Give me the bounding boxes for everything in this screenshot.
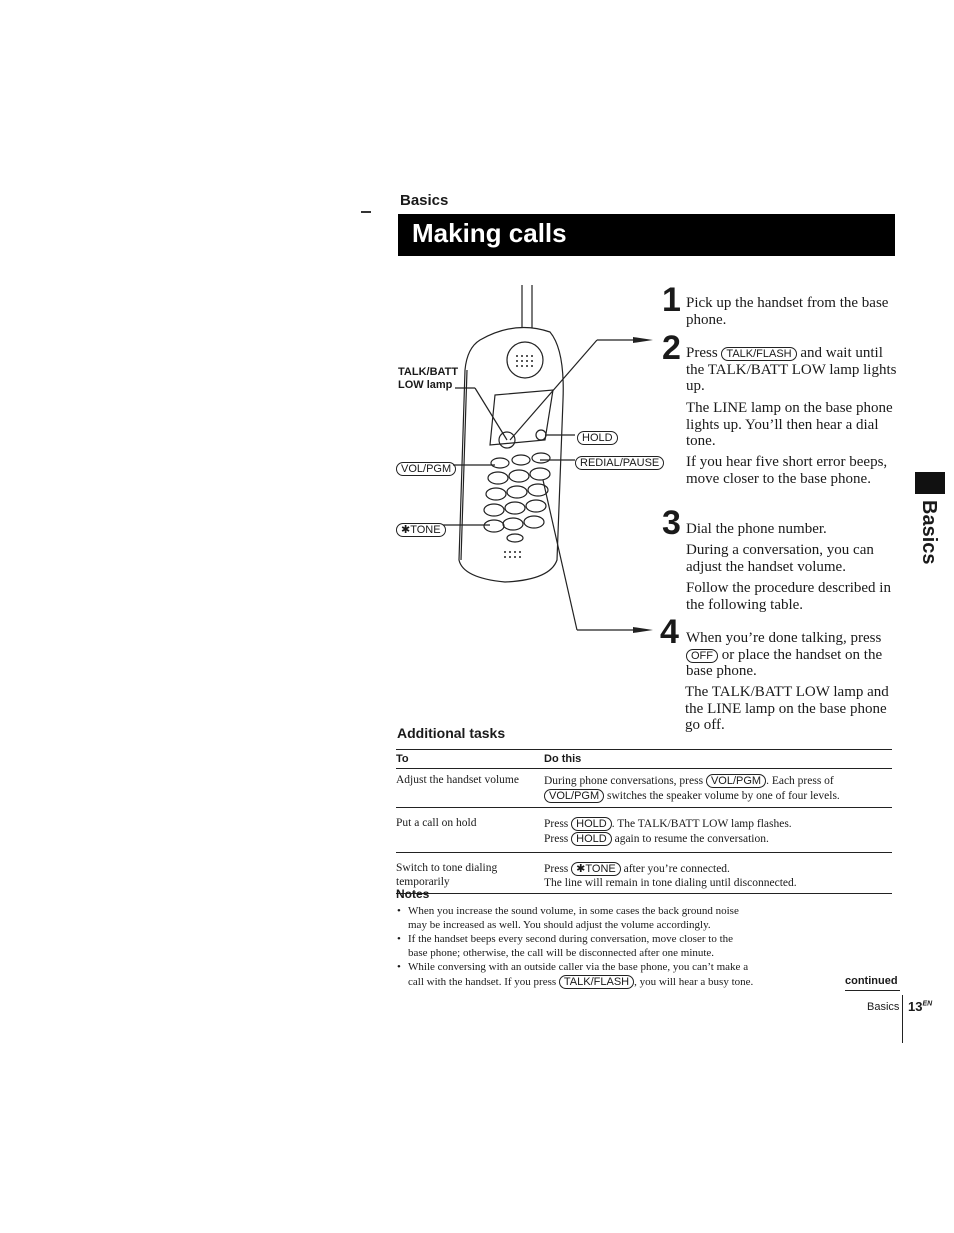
table-row: Adjust the handset volume During phone conversations, press VOL/PGM . Each press of VOL/PGM switches the speaker volume by one of four levels. <box>396 769 892 808</box>
step-number: 4 <box>660 613 679 651</box>
step-3-note: During a conversation, you can adjust the handset volume. <box>686 542 874 575</box>
step-number: 1 <box>662 281 681 319</box>
step-2-note: If you hear five short error beeps, move closer to the base phone. <box>686 454 888 487</box>
step-3-note: Follow the procedure described in the following table. <box>686 580 891 613</box>
step-3-text: Dial the phone number. <box>686 521 827 537</box>
additional-tasks-heading: Additional tasks <box>397 725 506 741</box>
hold-key-label: HOLD <box>577 431 618 445</box>
talk-flash-key: TALK/FLASH <box>721 347 796 361</box>
side-tab <box>910 500 940 565</box>
off-key: OFF <box>686 649 718 663</box>
page-title: Making calls <box>412 218 567 248</box>
table-row: Put a call on hold Press HOLD . The TALK/BATT LOW lamp flashes. Press HOLD again to resume the conversation. <box>396 808 892 853</box>
table-header-to: To <box>396 753 409 765</box>
note-item: • If the handset beeps every second during conversation, move closer to the base phone; otherwise, the call will be disconnected after one minute. <box>397 933 734 959</box>
title-bar <box>398 214 895 256</box>
vol-pgm-key-label: VOL/PGM <box>396 462 456 476</box>
redial-pause-key-label: REDIAL/PAUSE <box>575 456 664 470</box>
tone-key-label: ✱TONE <box>396 523 446 537</box>
footer-section: Basics <box>867 1001 900 1013</box>
continued-label: continued <box>845 975 898 987</box>
margin-mark <box>361 211 371 213</box>
step-1-text: Pick up the handset from the base phone. <box>686 295 889 328</box>
step-4-note: The TALK/BATT LOW lamp and the LINE lamp on the base phone go off. <box>685 684 889 733</box>
section-label: Basics <box>400 192 449 209</box>
step-2-text: Press TALK/FLASH and wait until the TALK/BATT LOW lamp lights up. <box>686 345 897 394</box>
talk-batt-lamp-label: TALK/BATT LOW lamp <box>398 366 459 391</box>
side-tab-marker <box>915 472 945 494</box>
divider <box>845 990 900 991</box>
step-number: 2 <box>662 329 681 367</box>
page-number: $13^{EN}$ <box>908 999 933 1014</box>
step-number: 3 <box>662 504 681 542</box>
step-2-note: The LINE lamp on the base phone lights up. You’ll then hear a dial tone. <box>686 400 893 449</box>
note-item: • When you increase the sound volume, in some cases the back ground noise may be increased as well. You should adjust the volume accordingly. <box>397 905 739 931</box>
table-row: Switch to tone dialing temporarily Press ✱TONE after you’re connected. The line will remain in tone dialing until disconnected. <box>396 853 892 894</box>
step-4-text: When you’re done talking, press OFF or place the handset on the base phone. <box>686 630 883 679</box>
side-tab-label: Basics <box>918 500 940 565</box>
tasks-table <box>396 749 892 894</box>
notes-heading: Notes <box>396 887 430 901</box>
divider <box>902 995 903 1043</box>
table-header-do: Do this <box>544 753 582 765</box>
note-item: • While conversing with an outside caller via the base phone, you can’t make a call with the handset. If you press TALK/FLASH , you will hear a busy tone. <box>397 961 754 988</box>
